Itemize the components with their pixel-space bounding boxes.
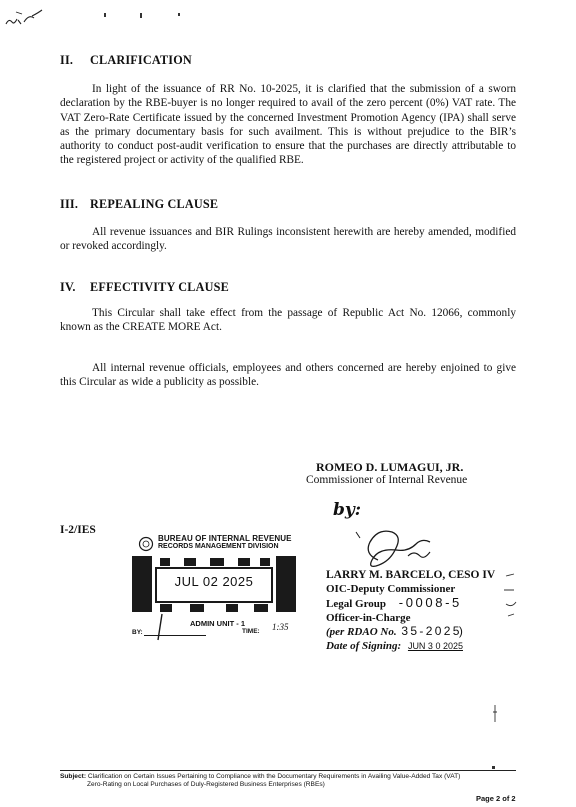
signatory-line4	[326, 625, 506, 640]
footer-rule	[60, 770, 516, 771]
margin-marks	[500, 570, 530, 630]
commissioner-title: Commissioner of Internal Revenue	[306, 474, 468, 486]
signatory-date-label: Date of Signing:	[326, 639, 402, 652]
dot-mark	[140, 13, 142, 18]
margin-mark	[491, 704, 499, 724]
signatory-line4-number: 3 5 - 2 0 2 5)	[401, 624, 463, 638]
stamp-time-label: TIME:	[242, 628, 260, 635]
section-number: II.	[60, 53, 74, 67]
section-title: EFFECTIVITY CLAUSE	[90, 280, 229, 294]
stamp-time-value: 1:35	[272, 622, 289, 632]
signatory-name: LARRY M. BARCELO, CESO IV	[326, 569, 496, 581]
footer-subject	[60, 773, 520, 790]
footer-subject-line2: Zero-Rating on Local Purchases of Duly-Registered Business Enterprises (RBEs)	[87, 781, 325, 789]
section-heading-effectivity	[60, 280, 229, 295]
signatory-date-value: JUN 3 0 2025	[407, 640, 463, 651]
by-label: by:	[333, 500, 362, 520]
section-title: CLARIFICATION	[90, 53, 192, 67]
section-body-clarification: In light of the issuance of RR No. 10-2025, it is clarified that the submission of a sworn declaration by the RBE-buyer is no longer required to avail of the zero percent (0%) VAT rate. The VAT Zero-Rate Certificate issued by the concerned Investment Promotion Agency (IPA) shall serve as the primary documentary basis for such availment. This is without prejudice to the BIR’s authority to conduct post-audit verification to ensure that the purchases are directly attributable to the registered project or activity of the qualified RBE.	[60, 83, 516, 167]
commissioner-name: ROMEO D. LUMAGUI, JR.	[316, 460, 464, 474]
received-stamp	[130, 534, 298, 642]
stamp-header-line2: RECORDS MANAGEMENT DIVISION	[158, 543, 279, 550]
dot-mark	[178, 13, 180, 16]
stamp-by-label: BY:	[132, 629, 143, 636]
section-title: REPEALING CLAUSE	[90, 197, 219, 211]
stamp-header-line1: BUREAU OF INTERNAL REVENUE	[158, 534, 292, 543]
section-body-effectivity: This Circular shall take effect from the passage of Republic Act No. 12066, commonly known as the CREATE MORE Act.	[60, 307, 516, 334]
closing-paragraph: All internal revenue officials, employees and others concerned are hereby enjoined to give this Circular as wide a publicity as possible.	[60, 362, 516, 389]
signatory-line2	[326, 596, 506, 612]
dot-mark	[492, 766, 495, 769]
signatory-line3: Officer-in-Charge	[326, 611, 411, 624]
stamp-initial-mark	[154, 612, 166, 642]
signatory-line2-number: - 0 0 0 8 - 5	[398, 595, 459, 610]
footer-subject-row1	[60, 773, 520, 781]
section-heading-repealing	[60, 197, 218, 212]
stamp-unit: ADMIN UNIT - 1	[190, 619, 245, 628]
signatory-line1: OIC-Deputy Commissioner	[326, 582, 456, 595]
section-number: IV.	[60, 280, 76, 294]
section-number: III.	[60, 197, 79, 211]
dot-mark	[104, 13, 106, 17]
bir-seal-icon	[138, 536, 154, 552]
scribble-mark	[2, 6, 62, 30]
signatory-date-row	[326, 640, 506, 654]
section-body-repealing: All revenue issuances and BIR Rulings inconsistent herewith are hereby amended, modified or revoked accordingly.	[60, 226, 516, 253]
footer-subject-line1: Clarification on Certain Issues Pertaining to Compliance with the Documentary Requirements in Availing Value-Added Tax (VAT)	[87, 773, 461, 780]
stamp-date: JUL 02 2025	[174, 574, 254, 589]
section-heading-clarification	[60, 53, 192, 68]
signatory-line2-label: Legal Group	[326, 598, 387, 610]
reference-code: I-2/IES	[60, 524, 96, 536]
signatory-block	[326, 569, 506, 653]
page-number: Page 2 of 2	[476, 794, 516, 803]
signatory-line4-label: (per RDAO No.	[326, 626, 397, 638]
footer-subject-label: Subject:	[60, 773, 87, 780]
